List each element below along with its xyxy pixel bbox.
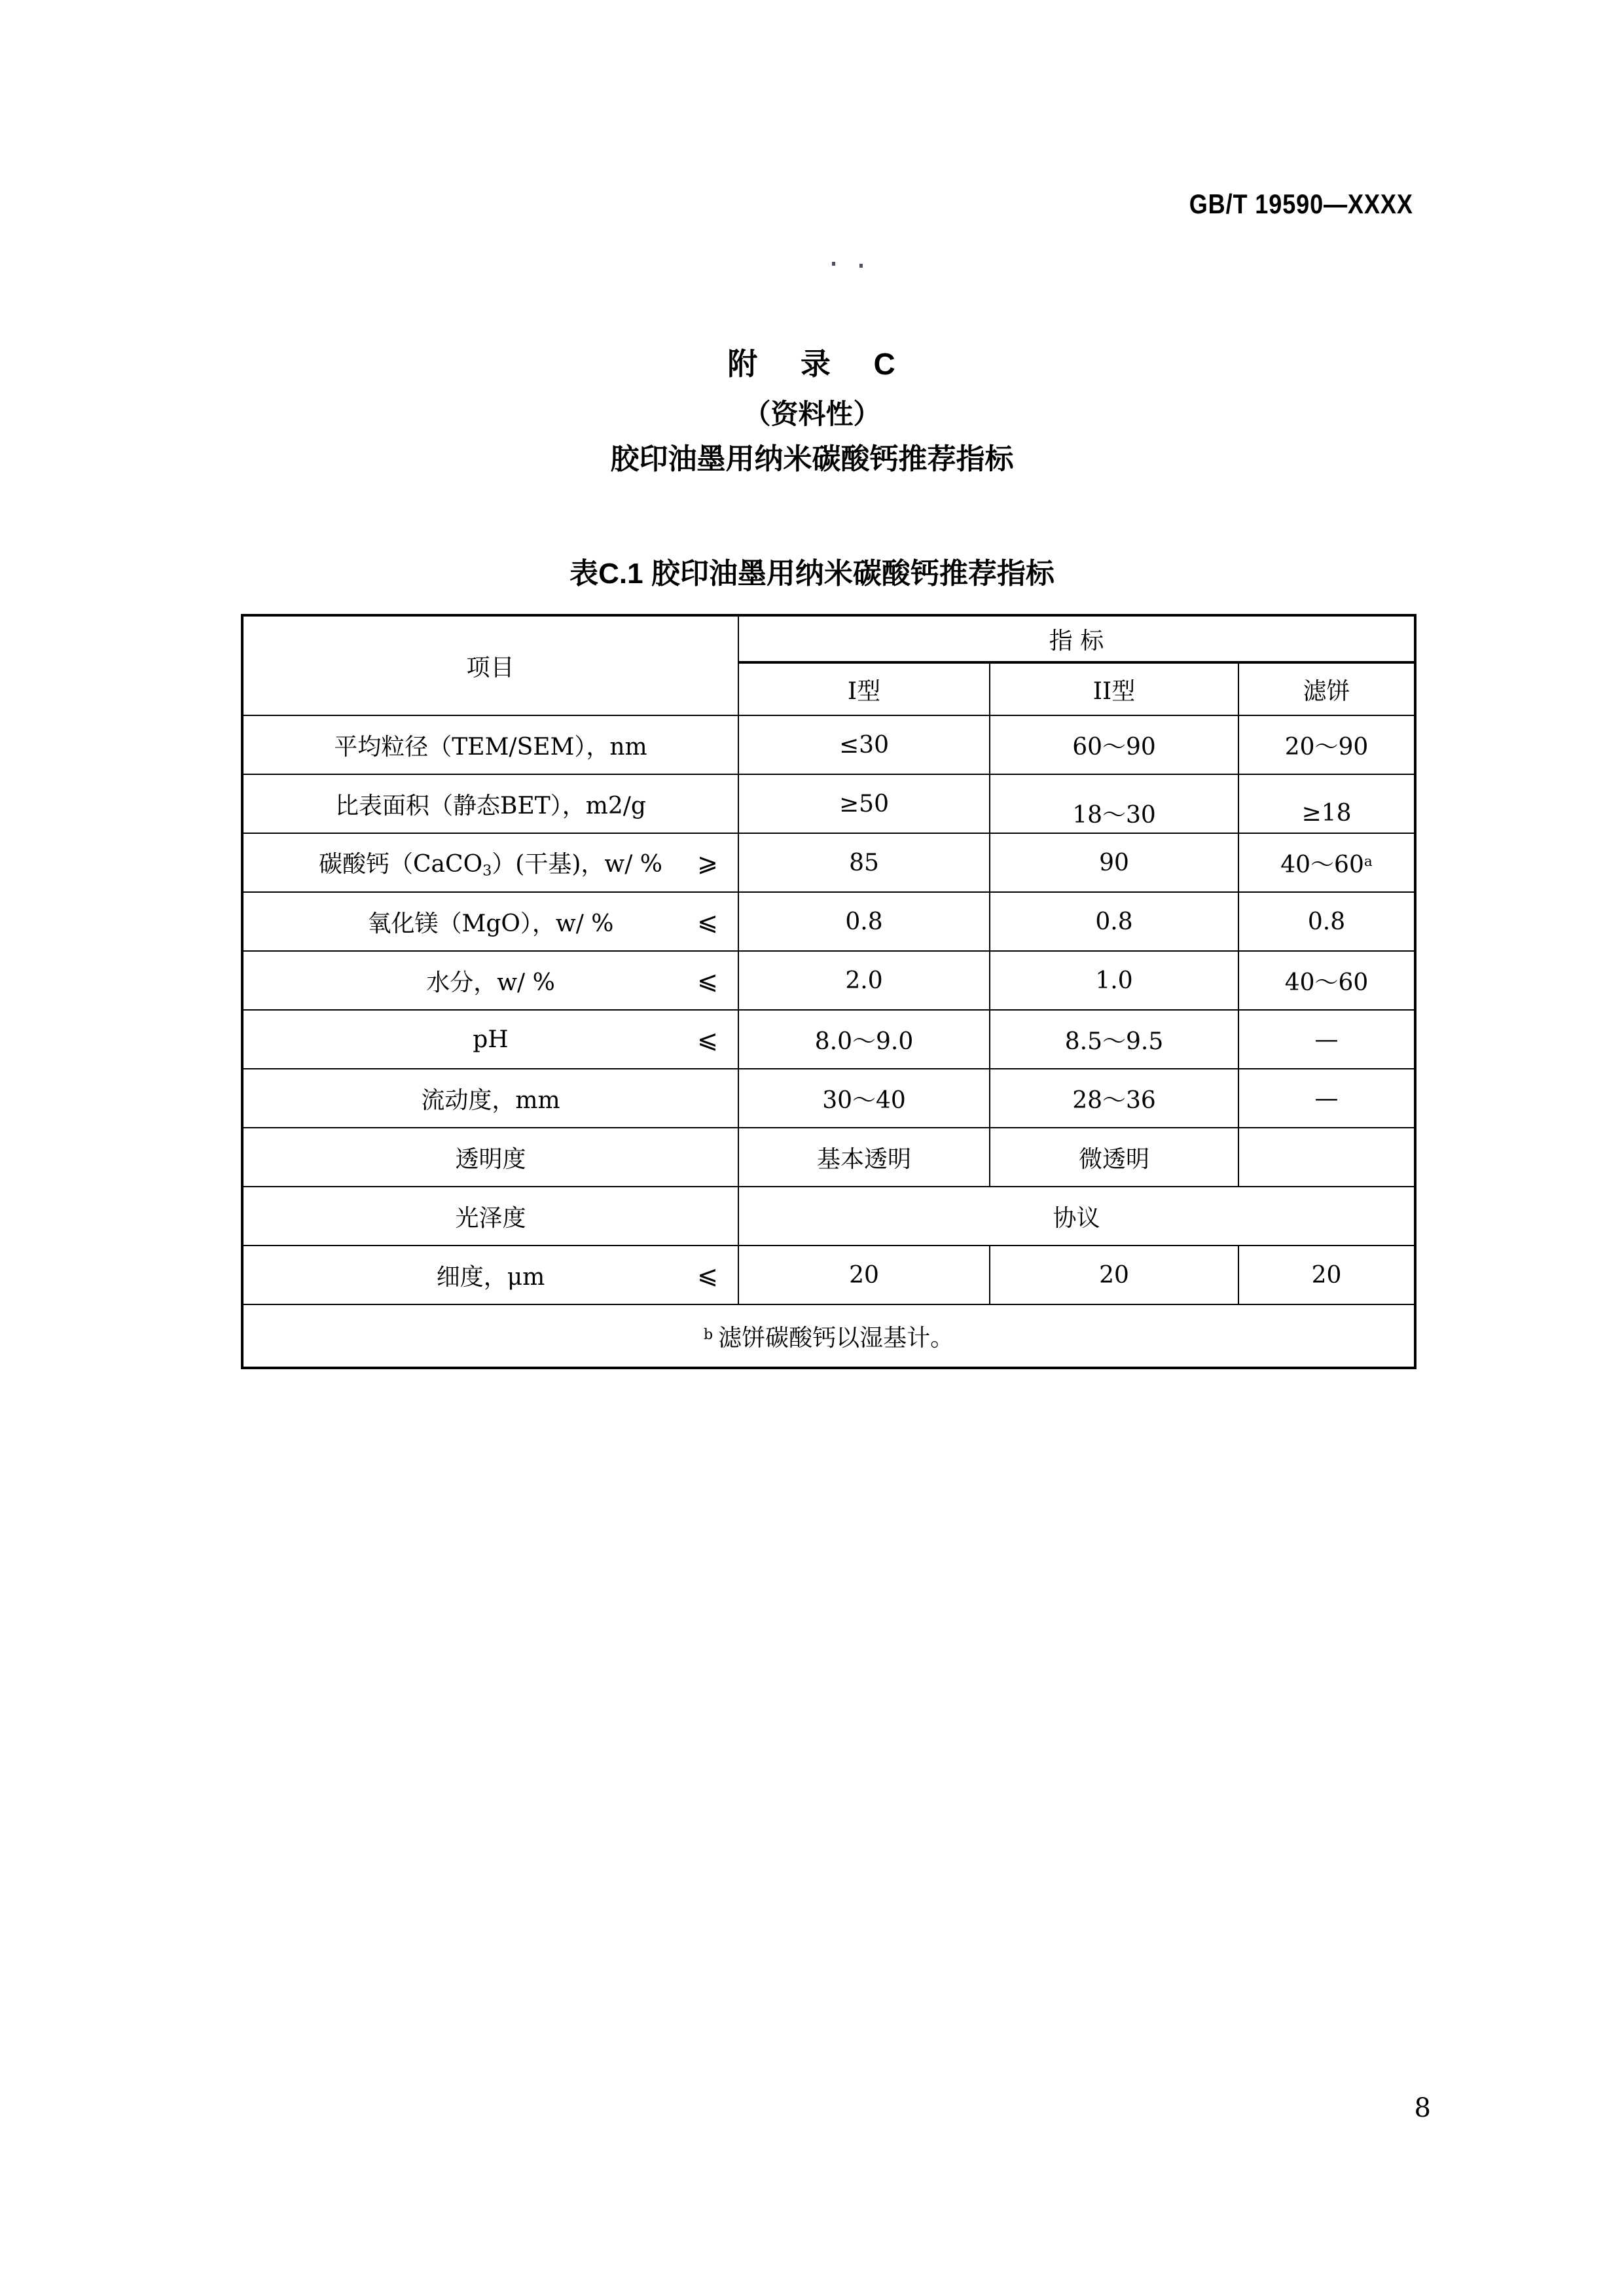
cell-filtercake: 40～60$^a$ [1238, 833, 1415, 892]
cell-type2: 1.0 [990, 951, 1238, 1010]
table-row [242, 833, 1415, 892]
scan-speckle [859, 264, 863, 268]
cell-type2: 60～90 [990, 715, 1238, 774]
header-cell-type2: II型 [990, 662, 1238, 715]
annex-label-prefix: 附 [727, 347, 759, 381]
cell-type1: ≤30 [738, 715, 990, 774]
table-row [242, 774, 1415, 833]
standard-number-header: GB/T 19590—XXXX [1189, 188, 1413, 219]
cell-merged-value: 协议 [738, 1187, 1415, 1246]
table-caption: 表C.1 胶印油墨用纳米碳酸钙推荐指标 [569, 558, 1055, 590]
cell-filtercake: 20 [1238, 1246, 1415, 1304]
annex-nature: （资料性） [743, 399, 881, 429]
cell-type2: 8.5～9.5 [990, 1010, 1238, 1069]
cell-filtercake [1238, 1128, 1415, 1187]
spec-table-container [241, 614, 1414, 1369]
table-footnote [242, 1304, 1415, 1368]
cell-item: 比表面积（静态BET），m2/g [242, 774, 738, 833]
cell-type1: 2.0 [738, 951, 990, 1010]
relation-symbol: ⩾ [697, 848, 718, 877]
header-cell-item: 项目 [242, 615, 738, 715]
footnote-marker: b [703, 1325, 713, 1343]
table-header-row-top [242, 615, 1415, 662]
header-cell-indicator-group: 指 标 [738, 615, 1415, 662]
table-row [242, 892, 1415, 951]
table-row [242, 1128, 1415, 1187]
cell-type1: 基本透明 [738, 1128, 990, 1187]
cell-filtercake: — [1238, 1010, 1415, 1069]
cell-filtercake: 20～90 [1238, 715, 1415, 774]
header-cell-filtercake: 滤饼 [1238, 662, 1415, 715]
annex-label-suffix: 录 [800, 347, 832, 381]
table-row [242, 951, 1415, 1010]
cell-item: 流动度，mm [242, 1069, 738, 1128]
cell-type2: 微透明 [990, 1128, 1238, 1187]
cell-type1: 30～40 [738, 1069, 990, 1128]
cell-item: 细度，μm ⩽ [242, 1246, 738, 1304]
cell-type1: ≥50 [738, 774, 990, 833]
annex-heading [0, 340, 1624, 384]
table-row [242, 1246, 1415, 1304]
page-number: 8 [1414, 2093, 1431, 2123]
table-row [242, 1010, 1415, 1069]
table-footnote-row [242, 1304, 1415, 1368]
cell-type1: 85 [738, 833, 990, 892]
cell-type2: 28～36 [990, 1069, 1238, 1128]
cell-filtercake: 40～60 [1238, 951, 1415, 1010]
table-row [242, 1069, 1415, 1128]
relation-symbol: ⩽ [697, 907, 718, 936]
scan-speckle [832, 262, 835, 266]
cell-item: 平均粒径（TEM/SEM），nm [242, 715, 738, 774]
spec-table [241, 614, 1416, 1369]
cell-filtercake: 0.8 [1238, 892, 1415, 951]
header-cell-type1: I型 [738, 662, 990, 715]
table-row [242, 1187, 1415, 1246]
cell-type2: 18～30 [990, 774, 1238, 833]
cell-type1: 8.0～9.0 [738, 1010, 990, 1069]
cell-item: 光泽度 [242, 1187, 738, 1246]
cell-item: 水分，w/ % ⩽ [242, 951, 738, 1010]
relation-symbol: ⩽ [697, 1261, 718, 1289]
relation-symbol: ⩽ [697, 1025, 718, 1054]
table-row [242, 715, 1415, 774]
footnote-text: 滤饼碳酸钙以湿基计。 [718, 1324, 954, 1352]
annex-title-text: 胶印油墨用纳米碳酸钙推荐指标 [610, 443, 1014, 475]
cell-type2: 0.8 [990, 892, 1238, 951]
cell-item: pH ⩽ [242, 1010, 738, 1069]
cell-type2: 90 [990, 833, 1238, 892]
cell-type2: 20 [990, 1246, 1238, 1304]
cell-filtercake: ≥18 [1238, 774, 1415, 833]
cell-type1: 20 [738, 1246, 990, 1304]
annex-letter: C [873, 347, 897, 381]
cell-item: 氧化镁（MgO），w/ % ⩽ [242, 892, 738, 951]
cell-item: 透明度 [242, 1128, 738, 1187]
cell-item: 碳酸钙（CaCO$_3$）(干基)，w/ % ⩾ [242, 833, 738, 892]
relation-symbol: ⩽ [697, 966, 718, 995]
cell-type1: 0.8 [738, 892, 990, 951]
cell-filtercake: — [1238, 1069, 1415, 1128]
